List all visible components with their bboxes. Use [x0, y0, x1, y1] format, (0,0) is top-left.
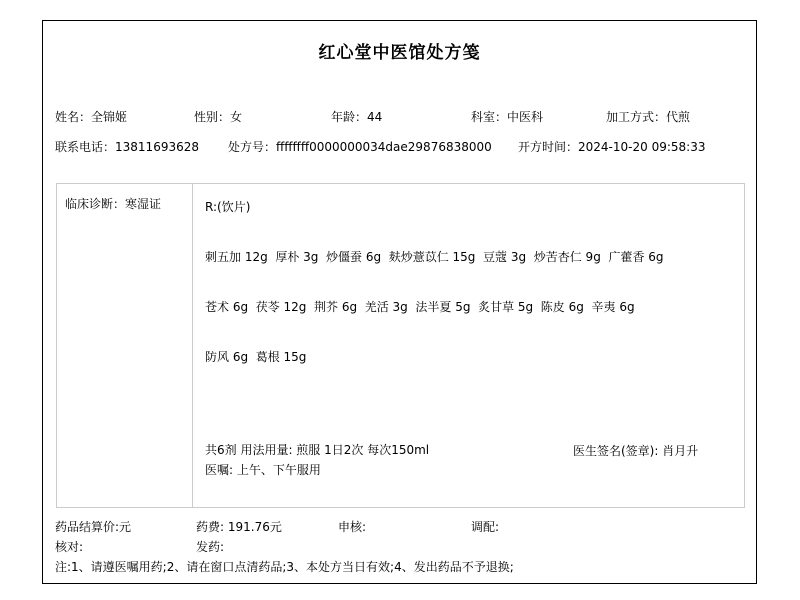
phone-value: 13811693628 — [115, 140, 199, 154]
doctor-signature-value: 肖月升 — [662, 444, 699, 458]
doctor-signature-label: 医生签名(签章): — [573, 444, 663, 458]
review-label: 申核: — [338, 520, 367, 534]
advice-line: 医嘱: 上午、下午服用 — [205, 463, 321, 477]
patient-gender-field — [194, 108, 331, 125]
department-value: 中医科 — [507, 110, 544, 124]
patient-info-row-2 — [55, 138, 746, 155]
rx-number-field — [228, 138, 518, 155]
herb-line: 刺五加 12g 厚朴 3g 炒僵蚕 6g 麸炒薏苡仁 15g 豆蔻 3g 炒苦杏仁 9g 广藿香 6g — [205, 250, 664, 264]
settlement-price-label: 药品结算价: — [55, 520, 120, 534]
diagnosis-label: 临床诊断： — [65, 197, 126, 211]
issue-drug-field — [196, 538, 224, 555]
usage-block — [205, 440, 429, 480]
settlement-price-field — [55, 518, 196, 535]
patient-info-row-1 — [55, 108, 746, 125]
diagnosis-cell — [57, 184, 193, 507]
patient-age-field — [331, 108, 471, 125]
issue-time-field — [518, 138, 705, 155]
dispense-field — [471, 518, 499, 535]
rx-header: R:(饮片) — [205, 200, 251, 214]
prescription-box — [56, 183, 745, 508]
review-field — [338, 518, 471, 535]
issue-time-label: 开方时间： — [518, 140, 579, 154]
rx-number-label: 处方号： — [228, 140, 277, 154]
patient-gender-label: 性别： — [194, 110, 231, 124]
dispense-label: 调配: — [471, 520, 500, 534]
drug-fee-value: 191.76元 — [227, 520, 282, 534]
drug-fee-label: 药费: — [196, 520, 228, 534]
herb-line: 防风 6g 葛根 15g — [205, 350, 307, 364]
issue-time-value: 2024-10-20 09:58:33 — [578, 140, 706, 154]
diagnosis-value: 寒湿证 — [125, 197, 162, 211]
processing-method-value: 代煎 — [666, 110, 691, 124]
footer-note: 注:1、请遵医嘱用药;2、请在窗口点清药品;3、本处方当日有效;4、发出药品不予退换; — [55, 560, 514, 574]
patient-age-label: 年龄： — [331, 110, 368, 124]
phone-field — [55, 138, 228, 155]
settlement-price-value: 元 — [119, 520, 132, 534]
patient-age-value: 44 — [367, 110, 383, 124]
patient-name-value: 全锦姬 — [91, 110, 128, 124]
phone-label: 联系电话： — [55, 140, 116, 154]
rx-content-cell — [193, 184, 744, 507]
usage-line: 共6剂 用法用量: 煎服 1日2次 每次150ml — [205, 443, 430, 457]
processing-method-label: 加工方式： — [606, 110, 667, 124]
patient-name-field — [55, 108, 194, 125]
prescription-form — [42, 20, 757, 584]
check-field — [55, 538, 196, 555]
rx-number-value: ffffffff0000000034dae29876838000 — [276, 140, 492, 154]
doctor-signature-field — [573, 442, 703, 461]
drug-fee-field — [196, 518, 338, 535]
issue-drug-label: 发药: — [196, 540, 225, 554]
check-label: 核对: — [55, 540, 84, 554]
patient-gender-value: 女 — [230, 110, 243, 124]
page-title: 红心堂中医馆处方笺 — [318, 43, 481, 63]
footer-row-1 — [55, 518, 746, 535]
department-label: 科室： — [471, 110, 508, 124]
patient-name-label: 姓名： — [55, 110, 92, 124]
department-field — [471, 108, 606, 125]
herb-line: 苍术 6g 茯苓 12g 荆芥 6g 羌活 3g 法半夏 5g 炙甘草 5g 陈皮 6g 辛夷 6g — [205, 300, 635, 314]
processing-method-field — [606, 108, 690, 125]
footer-row-2 — [55, 538, 746, 555]
